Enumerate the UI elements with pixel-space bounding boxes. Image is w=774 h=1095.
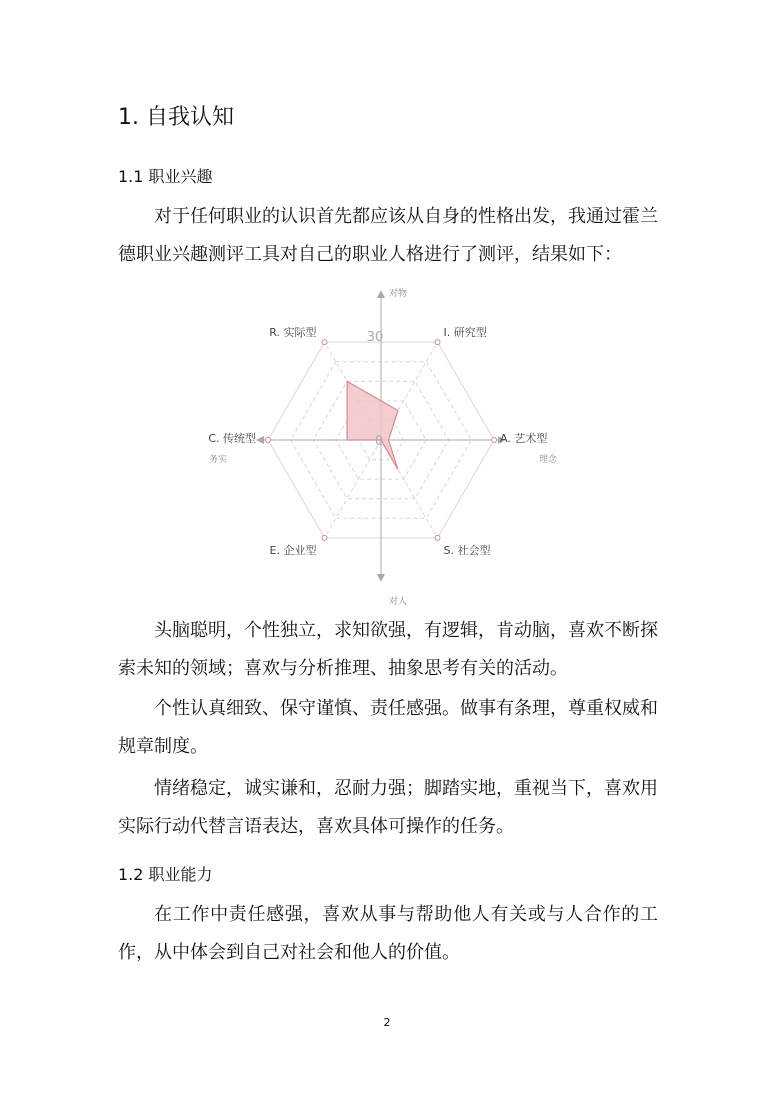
axis-label-left: 务实	[208, 455, 228, 465]
axis-label-down: 对人	[389, 597, 408, 607]
interest-paragraph-3: 情绪稳定，诚实谦和，忍耐力强；脚踏实地，重视当下，喜欢用实际行动代替言语表达，喜欢具体可操作的任务。	[118, 778, 658, 837]
ability-heading: 1.2 职业能力	[118, 865, 213, 884]
axis-category-label: A. 艺术型	[500, 432, 548, 445]
tick-label-max: 30	[366, 330, 384, 345]
interest-paragraph-2: 个性认真细致、保守谨慎、责任感强。做事有条理，尊重权威和规章制度。	[118, 698, 658, 757]
axis-label-up: 对物	[389, 289, 408, 299]
interest-intro: 对于任何职业的认识首先都应该从自身的性格出发，我通过霍兰德职业兴趣测评工具对自己的职业人格进行了测评，结果如下：	[118, 206, 658, 265]
vertex-dot	[322, 535, 327, 540]
arrow-down	[377, 574, 385, 582]
axis-label-right: 理念	[538, 455, 558, 465]
section-title: 1. 自我认知	[118, 105, 234, 130]
tick-label-zero: 0	[374, 434, 384, 449]
vertex-dot	[492, 438, 497, 443]
axis-category-label: C. 传统型	[208, 432, 256, 445]
radar-series-polygon	[347, 381, 398, 469]
vertex-dot	[435, 535, 440, 540]
axis-category-label: R. 实际型	[269, 326, 317, 340]
arrow-left	[256, 436, 264, 444]
interest-paragraph-1: 头脑聪明，个性独立，求知欲强，有逻辑，肯动脑，喜欢不断探索未知的领域；喜欢与分析推理、抽象思考有关的活动。	[118, 620, 658, 679]
vertex-dot	[322, 340, 327, 345]
axis-category-label: I. 研究型	[443, 326, 487, 340]
axis-category-label: E. 企业型	[269, 543, 317, 557]
holland-radar-chart	[190, 282, 580, 607]
vertex-dot	[266, 438, 271, 443]
grid-spoke	[325, 440, 382, 538]
vertex-dot	[435, 340, 440, 345]
arrow-up	[377, 290, 385, 298]
axis-category-label: S. 社会型	[443, 543, 491, 557]
page-number: 2	[383, 1016, 391, 1029]
ability-paragraph-1: 在工作中责任感强，喜欢从事与帮助他人有关或与人合作的工作，从中体会到自己对社会和他人的价值。	[118, 904, 658, 963]
interest-heading: 1.1 职业兴趣	[118, 167, 213, 186]
